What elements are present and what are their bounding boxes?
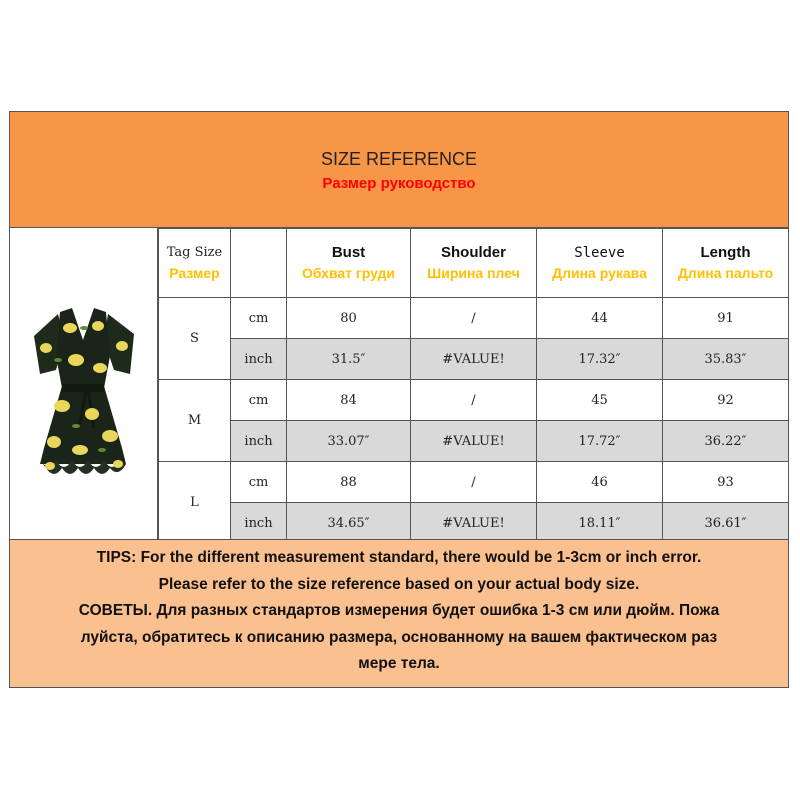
unit-cell: inch — [231, 339, 287, 380]
length-cell: 93 — [663, 462, 789, 503]
length-cell: 91 — [663, 298, 789, 339]
sleeve-cell: 17.32″ — [537, 339, 663, 380]
tips-line: мере тела. — [358, 655, 440, 672]
tips-line: Please refer to the size reference based on your actual body size. — [158, 575, 640, 593]
table-row — [159, 298, 789, 339]
bust-cell: 33.07″ — [287, 421, 411, 462]
length-cell: 36.61″ — [663, 503, 789, 544]
size-table — [158, 228, 789, 544]
tag-size-label: Tag Size — [166, 245, 223, 260]
length-cell: 36.22″ — [663, 421, 789, 462]
shoulder-header — [411, 229, 537, 298]
shoulder-cell: #VALUE! — [411, 339, 537, 380]
shoulder-cell: / — [411, 462, 537, 503]
table-row — [159, 380, 789, 421]
length-label-ru: Длина пальто — [677, 265, 774, 281]
bust-header — [287, 229, 411, 298]
size-chart — [9, 111, 789, 688]
unit-cell: cm — [231, 462, 287, 503]
tips-line: TIPS: For the different measurement standard, there would be 1-3cm or inch error. — [96, 549, 702, 566]
sleeve-cell: 18.11″ — [537, 503, 663, 544]
sleeve-header — [537, 229, 663, 298]
unit-cell: cm — [231, 380, 287, 421]
shoulder-label-ru: Ширина плеч — [427, 265, 520, 281]
length-label: Length — [700, 244, 751, 261]
size-label: M — [159, 380, 231, 462]
sleeve-cell: 46 — [537, 462, 663, 503]
bust-cell: 88 — [287, 462, 411, 503]
tag-size-header — [159, 229, 231, 298]
table-row — [159, 462, 789, 503]
table-row — [159, 421, 789, 462]
bust-cell: 80 — [287, 298, 411, 339]
bust-label: Bust — [331, 244, 366, 261]
length-header — [663, 229, 789, 298]
sleeve-cell: 17.72″ — [537, 421, 663, 462]
table-row — [159, 339, 789, 380]
product-photo — [10, 228, 158, 539]
table-row — [159, 503, 789, 544]
length-cell: 35.83″ — [663, 339, 789, 380]
shoulder-cell: / — [411, 380, 537, 421]
tips-line: СОВЕТЫ. Для разных стандартов измерения будет ошибка 1-3 см или дюйм. Пожа — [78, 602, 720, 619]
sleeve-label: Sleeve — [574, 245, 625, 261]
unit-header — [231, 229, 287, 298]
bust-cell: 34.65″ — [287, 503, 411, 544]
tips-section — [10, 539, 788, 687]
unit-cell: inch — [231, 421, 287, 462]
chart-header — [10, 112, 788, 228]
size-label: L — [159, 462, 231, 544]
sleeve-label-ru: Длина рукава — [552, 265, 647, 281]
unit-cell: cm — [231, 298, 287, 339]
bust-label-ru: Обхват груди — [301, 265, 396, 281]
sleeve-cell: 45 — [537, 380, 663, 421]
tips-line: луйста, обратитесь к описанию размера, основанному на вашем фактическом раз — [80, 628, 718, 646]
unit-cell: inch — [231, 503, 287, 544]
sleeve-cell: 44 — [537, 298, 663, 339]
length-cell: 92 — [663, 380, 789, 421]
chart-subtitle: Размер руководство — [322, 175, 476, 192]
shoulder-label: Shoulder — [440, 244, 506, 261]
shoulder-cell: #VALUE! — [411, 503, 537, 544]
size-label: S — [159, 298, 231, 380]
tag-size-label-ru: Размер — [169, 265, 220, 281]
shoulder-cell: / — [411, 298, 537, 339]
floral-dress-photo-icon — [10, 228, 156, 537]
table-header-row — [159, 229, 789, 298]
bust-cell: 84 — [287, 380, 411, 421]
shoulder-cell: #VALUE! — [411, 421, 537, 462]
chart-title: SIZE REFERENCE — [320, 149, 478, 169]
bust-cell: 31.5″ — [287, 339, 411, 380]
